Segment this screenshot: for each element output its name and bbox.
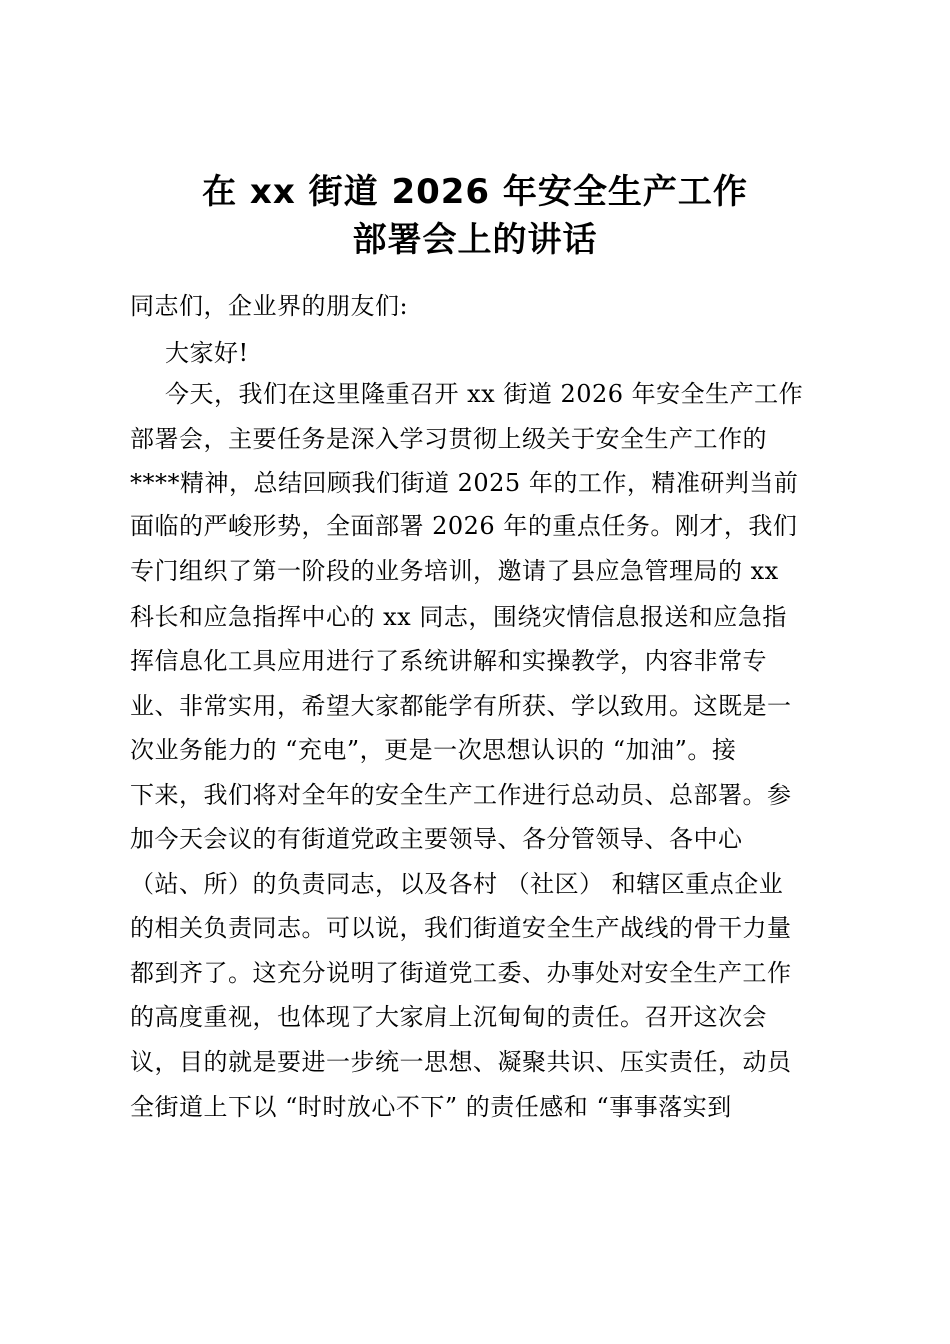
paragraph-line: 专门组织了第一阶段的业务培训，邀请了县应急管理局的 xx [130, 557, 779, 585]
paragraph-line: 都到齐了。这充分说明了街道党工委、办事处对安全生产工作 [130, 959, 792, 987]
document-title-line-1: 在 xx 街道 2026 年安全生产工作 [202, 172, 748, 212]
paragraph-line: 部署会，主要任务是深入学习贯彻上级关于安全生产工作的 [130, 425, 767, 453]
paragraph-line: 议，目的就是要进一步统一思想、凝聚共识、压实责任，动员 [130, 1048, 792, 1076]
paragraph-line: 次业务能力的 “充电”，更是一次思想认识的 “加油”。接 [130, 736, 737, 764]
paragraph-line: 面临的严峻形势，全面部署 2026 年的重点任务。刚才，我们 [130, 512, 798, 540]
greeting: 大家好! [165, 339, 249, 367]
paragraph-line: 今天，我们在这里隆重召开 xx 街道 2026 年安全生产工作 [165, 380, 804, 408]
paragraph-line: 的高度重视，也体现了大家肩上沉甸甸的责任。召开这次会 [130, 1003, 767, 1031]
paragraph-line: 全街道上下以 “时时放心不下” 的责任感和 “事事落实到 [130, 1093, 732, 1121]
document-title-line-2: 部署会上的讲话 [352, 220, 598, 260]
paragraph-line: 业、非常实用，希望大家都能学有所获、学以致用。这既是一 [130, 692, 792, 720]
paragraph-line: 挥信息化工具应用进行了系统讲解和实操教学，内容非常专 [130, 647, 767, 675]
paragraph-line: ****精神，总结回顾我们街道 2025 年的工作，精准研判当前 [130, 469, 799, 497]
paragraph-line: （站、所）的负责同志，以及各村 （社区） 和辖区重点企业 [130, 870, 784, 898]
paragraph-line: 科长和应急指挥中心的 xx 同志，围绕灾情信息报送和应急指 [130, 603, 787, 631]
paragraph-line: 下来，我们将对全年的安全生产工作进行总动员、总部署。参 [130, 781, 792, 809]
salutation: 同志们，企业界的朋友们: [130, 292, 409, 320]
paragraph-line: 加今天会议的有街道党政主要领导、各分管领导、各中心 [130, 825, 743, 853]
paragraph-line: 的相关负责同志。可以说，我们街道安全生产战线的骨干力量 [130, 914, 792, 942]
